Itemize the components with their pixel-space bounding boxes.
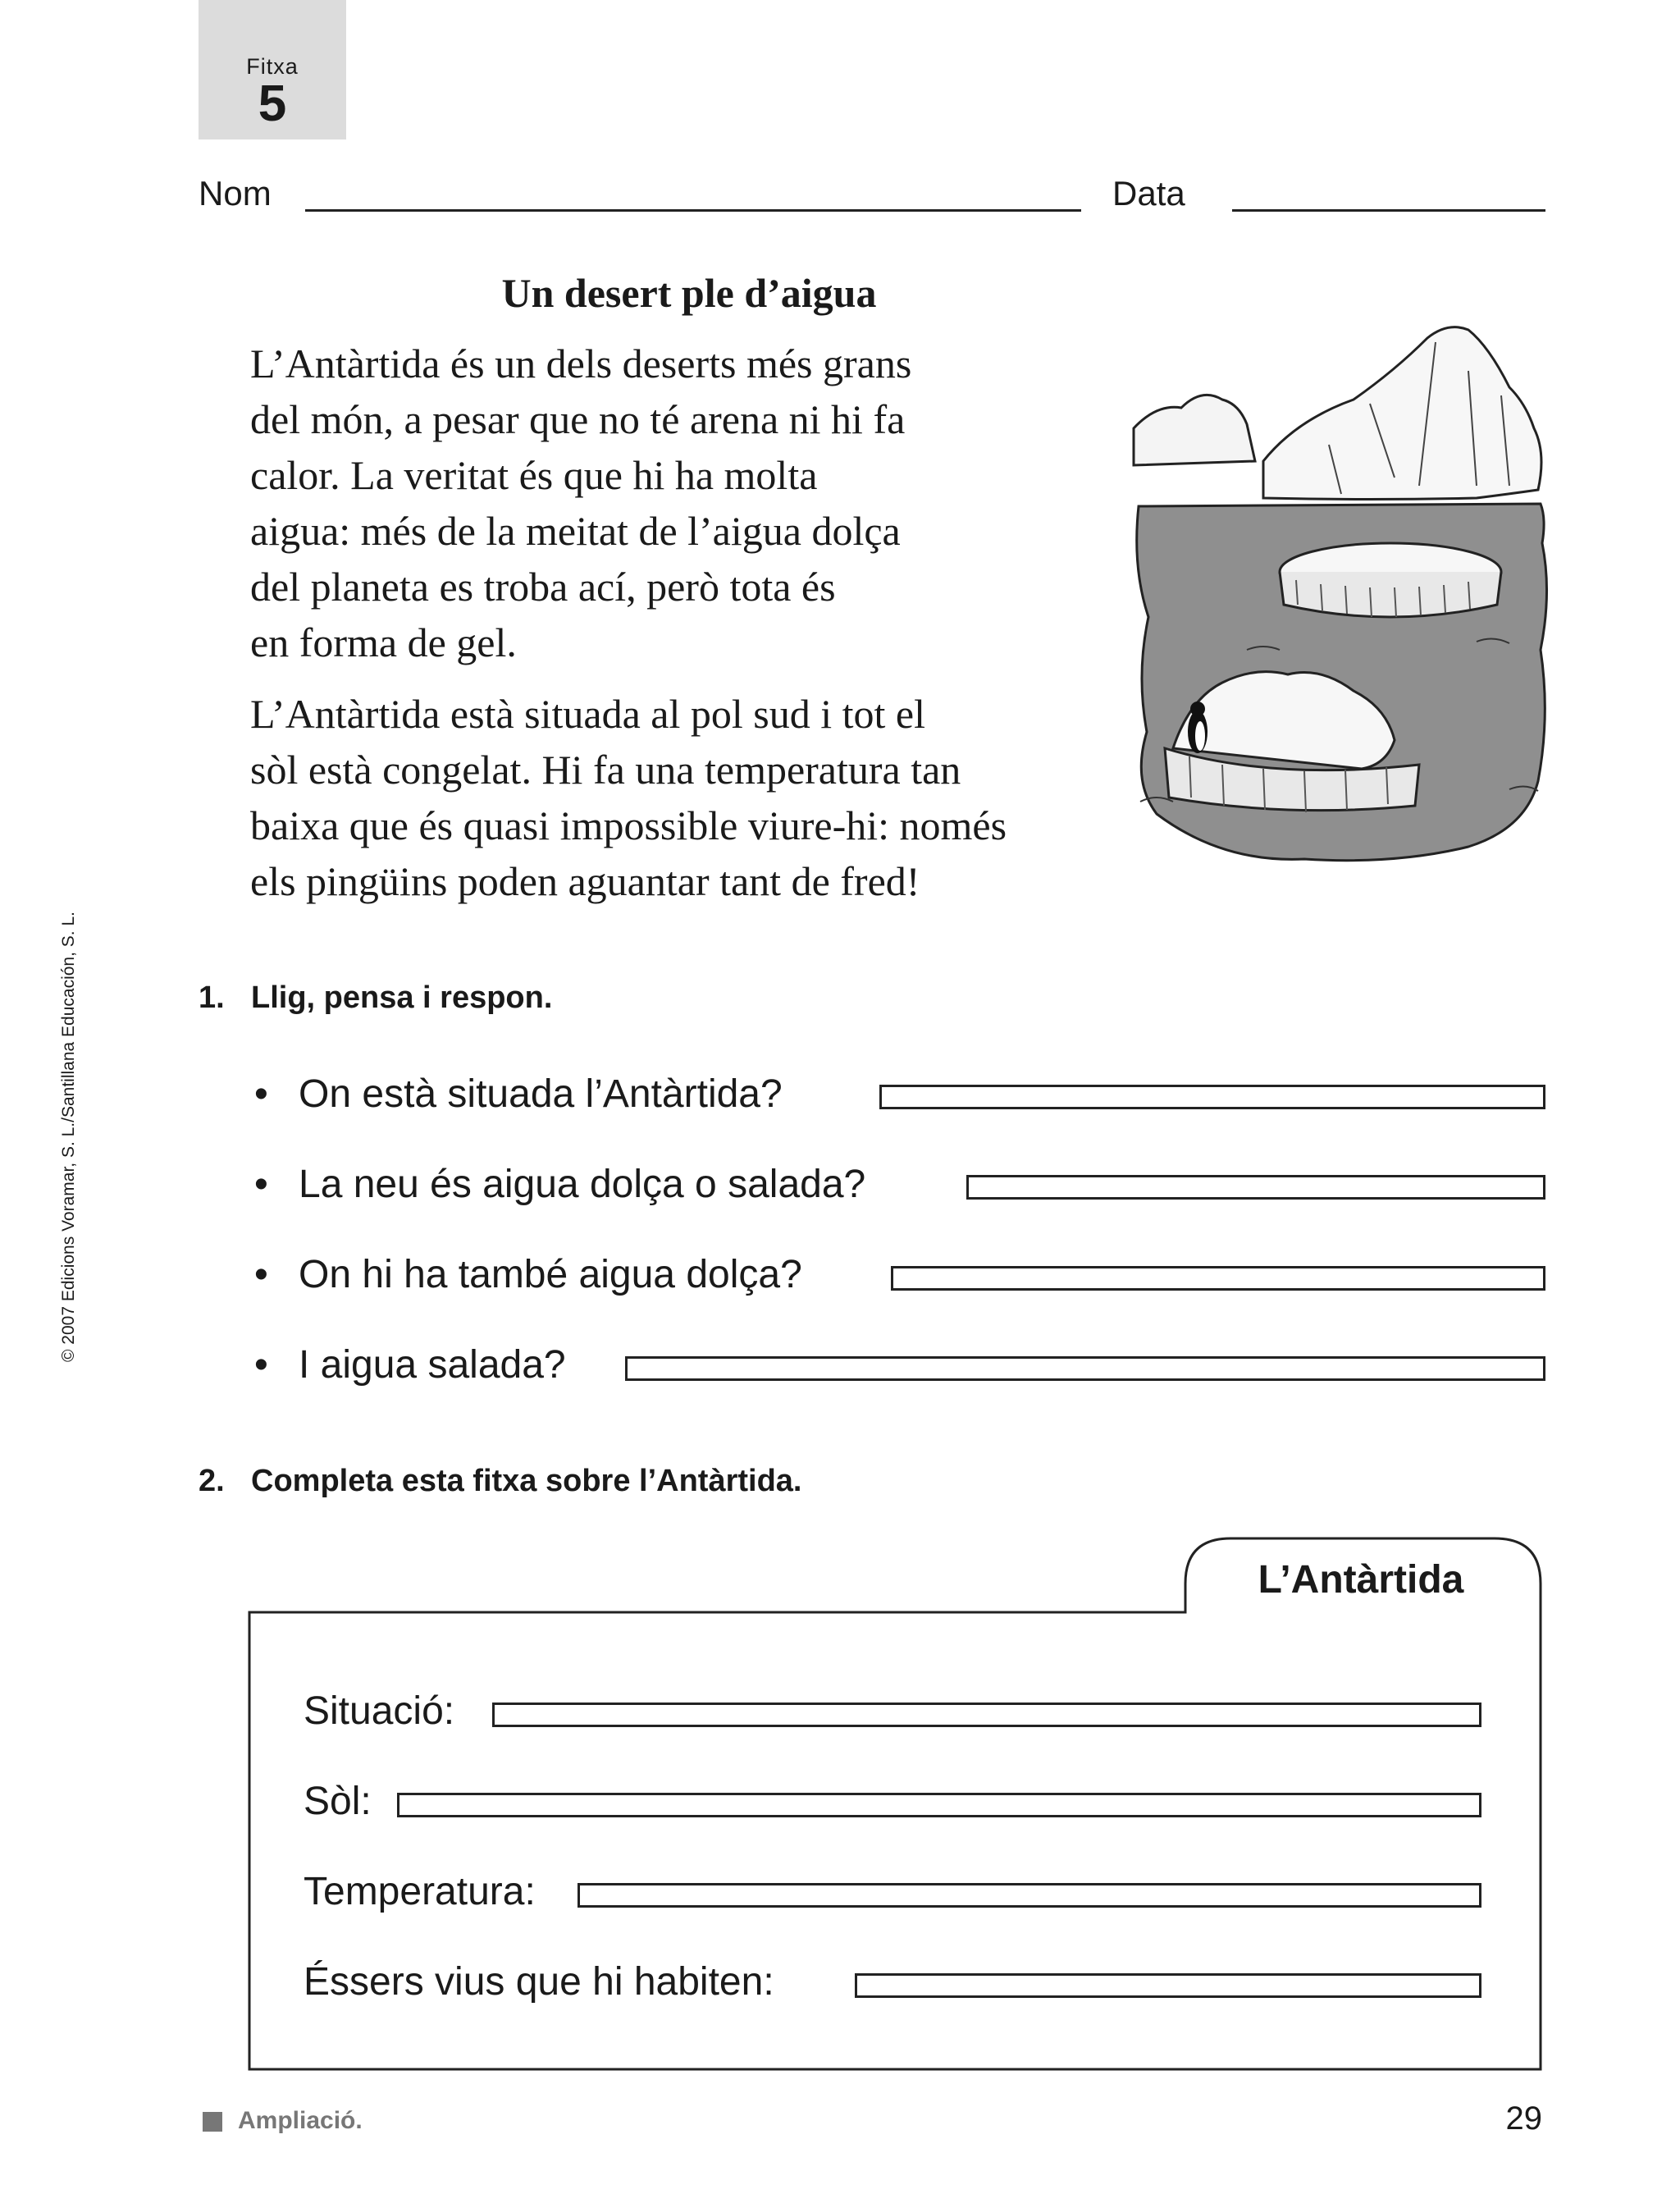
reading-paragraph-1 bbox=[250, 336, 1103, 670]
name-line[interactable] bbox=[305, 209, 1081, 212]
worksheet-tab bbox=[199, 0, 346, 139]
date-line[interactable] bbox=[1232, 209, 1545, 212]
exercise-1-number: 1. bbox=[199, 980, 225, 1015]
iceberg-mountain bbox=[1263, 327, 1541, 500]
field-label-sol: Sòl: bbox=[304, 1780, 372, 1823]
answer-field[interactable] bbox=[891, 1266, 1545, 1291]
answer-field[interactable] bbox=[966, 1175, 1545, 1200]
bullet-icon: • bbox=[254, 1253, 268, 1296]
essers-vius-field[interactable] bbox=[855, 1973, 1481, 1998]
exercise-1-title: Llig, pensa i respon. bbox=[251, 980, 553, 1015]
text-line: els pingüins poden aguantar tant de fred! bbox=[250, 858, 920, 904]
worksheet-label: Fitxa bbox=[246, 54, 299, 79]
text-line: en forma de gel. bbox=[250, 619, 517, 665]
bullet-icon: • bbox=[254, 1163, 268, 1206]
question-text: On hi ha també aigua dolça? bbox=[299, 1253, 802, 1296]
fact-card-title: L’Antàrtida bbox=[1258, 1558, 1464, 1602]
field-label-situacio: Situació: bbox=[304, 1689, 455, 1733]
text-line: L’Antàrtida està situada al pol sud i tot el bbox=[250, 691, 925, 737]
text-line: aigua: més de la meitat de l’aigua dolça bbox=[250, 508, 901, 554]
field-label-essers-vius: Éssers vius que hi habiten: bbox=[304, 1960, 774, 2004]
bullet-icon: • bbox=[254, 1343, 268, 1387]
question-text: I aigua salada? bbox=[299, 1343, 566, 1387]
answer-field[interactable] bbox=[625, 1356, 1545, 1381]
text-line: L’Antàrtida és un dels deserts més grans bbox=[250, 341, 912, 386]
text-line: calor. La veritat és que hi ha molta bbox=[250, 452, 818, 498]
answer-field[interactable] bbox=[879, 1085, 1545, 1109]
date-label: Data bbox=[1112, 174, 1185, 213]
situacio-field[interactable] bbox=[492, 1703, 1481, 1727]
bullet-icon: • bbox=[254, 1072, 268, 1116]
antarctica-illustration bbox=[1124, 322, 1559, 871]
reading-title: Un desert ple d’aigua bbox=[501, 270, 877, 316]
text-line: baixa que és quasi impossible viure-hi: només bbox=[250, 802, 1007, 848]
iceberg-flat-side bbox=[1280, 572, 1501, 617]
text-line: del món, a pesar que no té arena ni hi fa bbox=[250, 396, 906, 442]
ampliacio-square-icon bbox=[203, 2112, 222, 2132]
name-label: Nom bbox=[199, 174, 272, 213]
copyright-notice: © 2007 Edicions Voramar, S. L./Santillana Educación, S. L. bbox=[59, 912, 78, 1362]
question-text: On està situada l’Antàrtida? bbox=[299, 1072, 783, 1116]
page-number: 29 bbox=[1505, 2100, 1542, 2137]
field-label-temperatura: Temperatura: bbox=[304, 1870, 536, 1913]
question-text: La neu és aigua dolça o salada? bbox=[299, 1163, 866, 1206]
exercise-2-number: 2. bbox=[199, 1464, 225, 1498]
penguin-icon bbox=[1188, 702, 1208, 753]
text-line: del planeta es troba ací, però tota és bbox=[250, 564, 836, 610]
exercise-1-heading bbox=[199, 980, 552, 1016]
exercise-2-heading bbox=[199, 1464, 802, 1499]
sol-field[interactable] bbox=[397, 1793, 1481, 1817]
text-line: sòl està congelat. Hi fa una temperatura tan bbox=[250, 747, 961, 793]
worksheet-number: 5 bbox=[258, 75, 287, 132]
reading-paragraph-2 bbox=[250, 686, 1103, 909]
exercise-2-title: Completa esta fitxa sobre l’Antàrtida. bbox=[251, 1464, 802, 1498]
temperatura-field[interactable] bbox=[578, 1883, 1481, 1908]
ice-shelf-left bbox=[1134, 395, 1255, 465]
ampliacio-label: Ampliació. bbox=[238, 2107, 363, 2134]
